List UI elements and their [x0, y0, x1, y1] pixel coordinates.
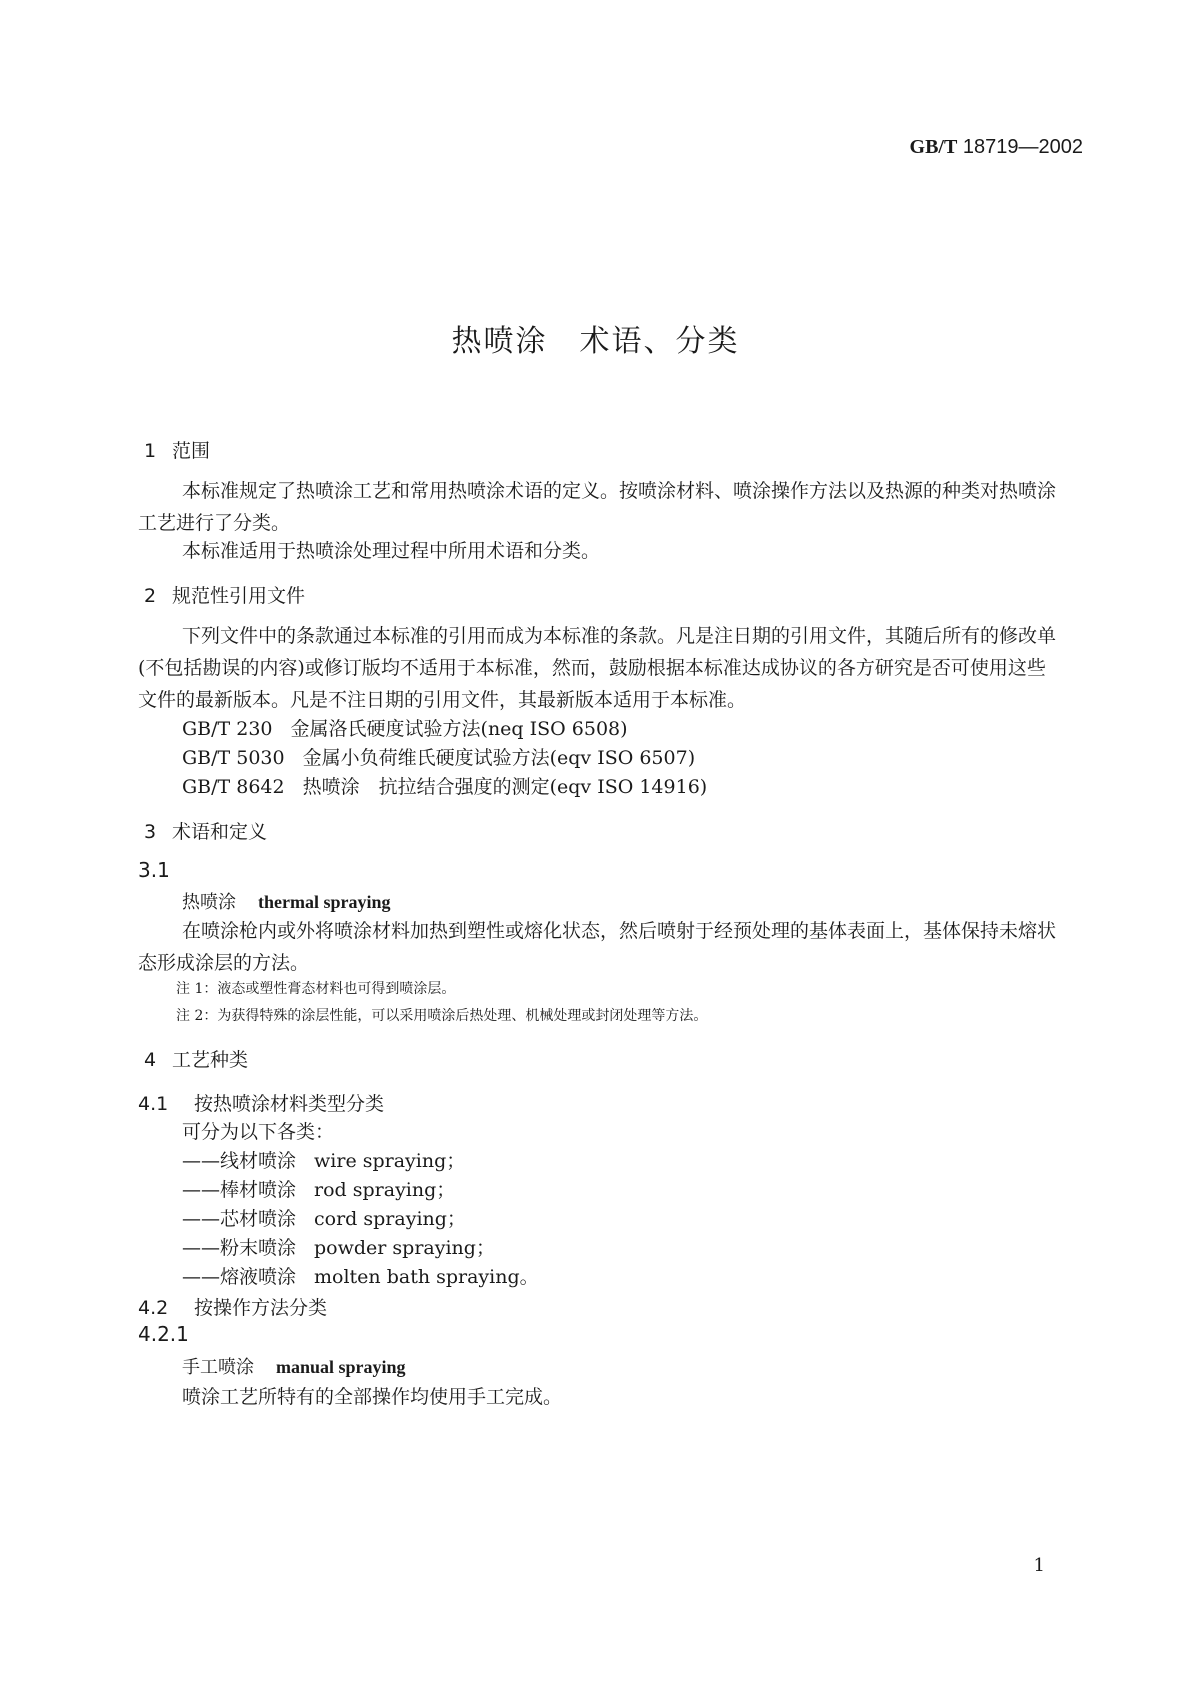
list-item	[182, 1175, 455, 1202]
reference-text: 金属小负荷维氏硬度试验方法(eqv ISO 6507)	[302, 747, 696, 769]
section-4-1-heading	[138, 1089, 384, 1116]
item-english: powder spraying；	[314, 1237, 495, 1259]
term-chinese: 手工喷涂	[182, 1357, 254, 1378]
section-number: 2	[144, 585, 157, 607]
item-english: wire spraying；	[314, 1150, 466, 1172]
standard-code-prefix: GB/T	[909, 136, 958, 158]
section-number: 3	[144, 821, 157, 843]
section-title: 范围	[172, 440, 211, 462]
item-chinese: ——线材喷涂	[182, 1150, 297, 1172]
item-chinese: ——熔液喷涂	[182, 1266, 297, 1288]
note-2: 注 2：为获得特殊的涂层性能，可以采用喷涂后热处理、机械处理或封闭处理等方法。	[176, 1008, 708, 1024]
clause-4-2-1-number: 4.2.1	[138, 1322, 189, 1346]
list-intro: 可分为以下各类：	[182, 1121, 335, 1143]
item-english: rod spraying；	[314, 1179, 456, 1201]
item-chinese: ——芯材喷涂	[182, 1208, 297, 1230]
reference-item	[182, 743, 695, 770]
section-number: 1	[144, 440, 157, 462]
reference-item	[182, 714, 628, 741]
item-chinese: ——粉末喷涂	[182, 1237, 297, 1259]
standard-code-number: 18719—2002	[962, 136, 1083, 158]
section-2-heading	[144, 581, 305, 608]
term-chinese: 热喷涂	[182, 892, 236, 913]
reference-text: 热喷涂 抗拉结合强度的测定(eqv ISO 14916)	[302, 776, 708, 798]
section-2-paragraph: 下列文件中的条款通过本标准的引用而成为本标准的条款。凡是注日期的引用文件，其随后所有的修改单(不包括勘误的内容)或修订版均不适用于本标准，然而，鼓励根据本标准达成协议的各方研究是否可使用这些文件的最新版本。凡是不注日期的引用文件，其最新版本适用于本标准。	[138, 625, 1057, 711]
list-item	[182, 1146, 465, 1173]
term-english: thermal spraying	[258, 892, 391, 912]
reference-code: GB/T 230	[182, 718, 273, 740]
note-1: 注 1：液态或塑性膏态材料也可得到喷涂层。	[176, 981, 456, 997]
page-number: 1	[1033, 1555, 1045, 1576]
section-title: 按热喷涂材料类型分类	[194, 1093, 385, 1115]
reference-code: GB/T 8642	[182, 776, 285, 798]
reference-item	[182, 772, 707, 799]
item-chinese: ——棒材喷涂	[182, 1179, 297, 1201]
reference-text: 金属洛氏硬度试验方法(neq ISO 6508)	[290, 718, 628, 740]
document-title: 热喷涂 术语、分类	[451, 324, 740, 359]
definition-manual-spraying: 喷涂工艺所特有的全部操作均使用手工完成。	[182, 1386, 563, 1408]
standard-code	[910, 136, 1083, 159]
definition-thermal-spraying: 在喷涂枪内或外将喷涂材料加热到塑性或熔化状态，然后喷射于经预处理的基体表面上，基体保持未熔状态形成涂层的方法。	[138, 920, 1057, 974]
list-item	[182, 1204, 466, 1231]
term-thermal-spraying	[182, 888, 391, 914]
item-english: molten bath spraying。	[314, 1266, 539, 1288]
section-1-paragraph-1: 本标准规定了热喷涂工艺和常用热喷涂术语的定义。按喷涂材料、喷涂操作方法以及热源的种类对热喷涂工艺进行了分类。	[138, 480, 1057, 534]
section-1-heading	[144, 436, 210, 463]
item-english: cord spraying；	[314, 1208, 466, 1230]
list-item	[182, 1262, 539, 1289]
section-title: 按操作方法分类	[194, 1297, 328, 1319]
section-4-heading	[144, 1045, 248, 1072]
section-3-heading	[144, 817, 267, 844]
reference-code: GB/T 5030	[182, 747, 285, 769]
term-manual-spraying	[182, 1353, 406, 1379]
section-number: 4.2	[138, 1297, 169, 1319]
section-1-paragraph-2: 本标准适用于热喷涂处理过程中所用术语和分类。	[182, 540, 601, 562]
section-title: 规范性引用文件	[172, 585, 306, 607]
section-title: 术语和定义	[172, 821, 268, 843]
section-number: 4.1	[138, 1093, 169, 1115]
section-number: 4	[144, 1049, 157, 1071]
section-4-2-heading	[138, 1293, 327, 1320]
section-title: 工艺种类	[172, 1049, 249, 1071]
term-english: manual spraying	[276, 1357, 406, 1377]
clause-3-1-number: 3.1	[138, 858, 170, 882]
list-item	[182, 1233, 495, 1260]
